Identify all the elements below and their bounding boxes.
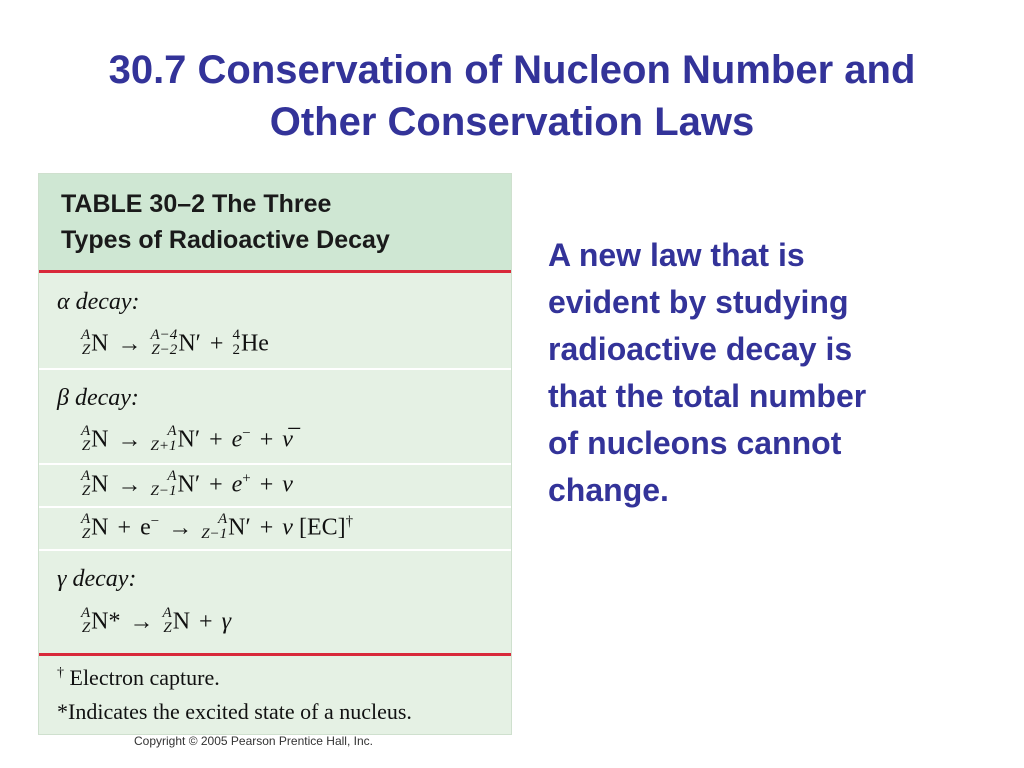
beta-minus-equation: A Z N → A Z+1 N′ + e− + ν̅ (81, 423, 293, 454)
table-heading-line-2: Types of Radioactive Decay (61, 226, 390, 254)
row-divider (39, 506, 511, 508)
table-heading-line-1: TABLE 30–2 The Three (61, 190, 332, 218)
table-header (39, 174, 511, 273)
body-line: radioactive decay is (548, 331, 853, 367)
footnote-electron-capture: † Electron capture. (57, 665, 220, 690)
row-divider (39, 549, 511, 551)
beta-decay-label: β decay: (57, 385, 139, 411)
body-line: that the total number (548, 378, 867, 414)
body-text (548, 232, 988, 514)
beta-plus-equation: A Z N → A Z−1 N′ + e+ + ν (81, 468, 293, 499)
slide-title (0, 44, 1024, 148)
body-line: evident by studying (548, 284, 849, 320)
copyright-notice: Copyright © 2005 Pearson Prentice Hall, Inc. (134, 734, 373, 748)
row-divider (39, 463, 511, 465)
gamma-decay-label: γ decay: (57, 566, 137, 592)
slide-title-line-1: 30.7 Conservation of Nucleon Number and (108, 48, 916, 92)
slide-title-line-2: Other Conservation Laws (269, 100, 755, 144)
alpha-decay-label: α decay: (57, 289, 140, 315)
footnote-divider (39, 653, 511, 656)
electron-capture-equation: A Z N + e− → A Z−1 N′ + ν [EC]† (81, 511, 354, 542)
footnote-excited-state: *Indicates the excited state of a nucleus. (57, 699, 412, 724)
decay-table (38, 173, 512, 735)
gamma-decay-equation: A Z N* → A Z N + γ (81, 605, 232, 636)
body-line: change. (548, 472, 669, 508)
row-divider (39, 368, 511, 370)
alpha-decay-equation: A Z N → A−4 Z−2 N′ + 4 2 He (81, 327, 269, 358)
body-line: A new law that is (548, 237, 805, 273)
body-line: of nucleons cannot (548, 425, 842, 461)
